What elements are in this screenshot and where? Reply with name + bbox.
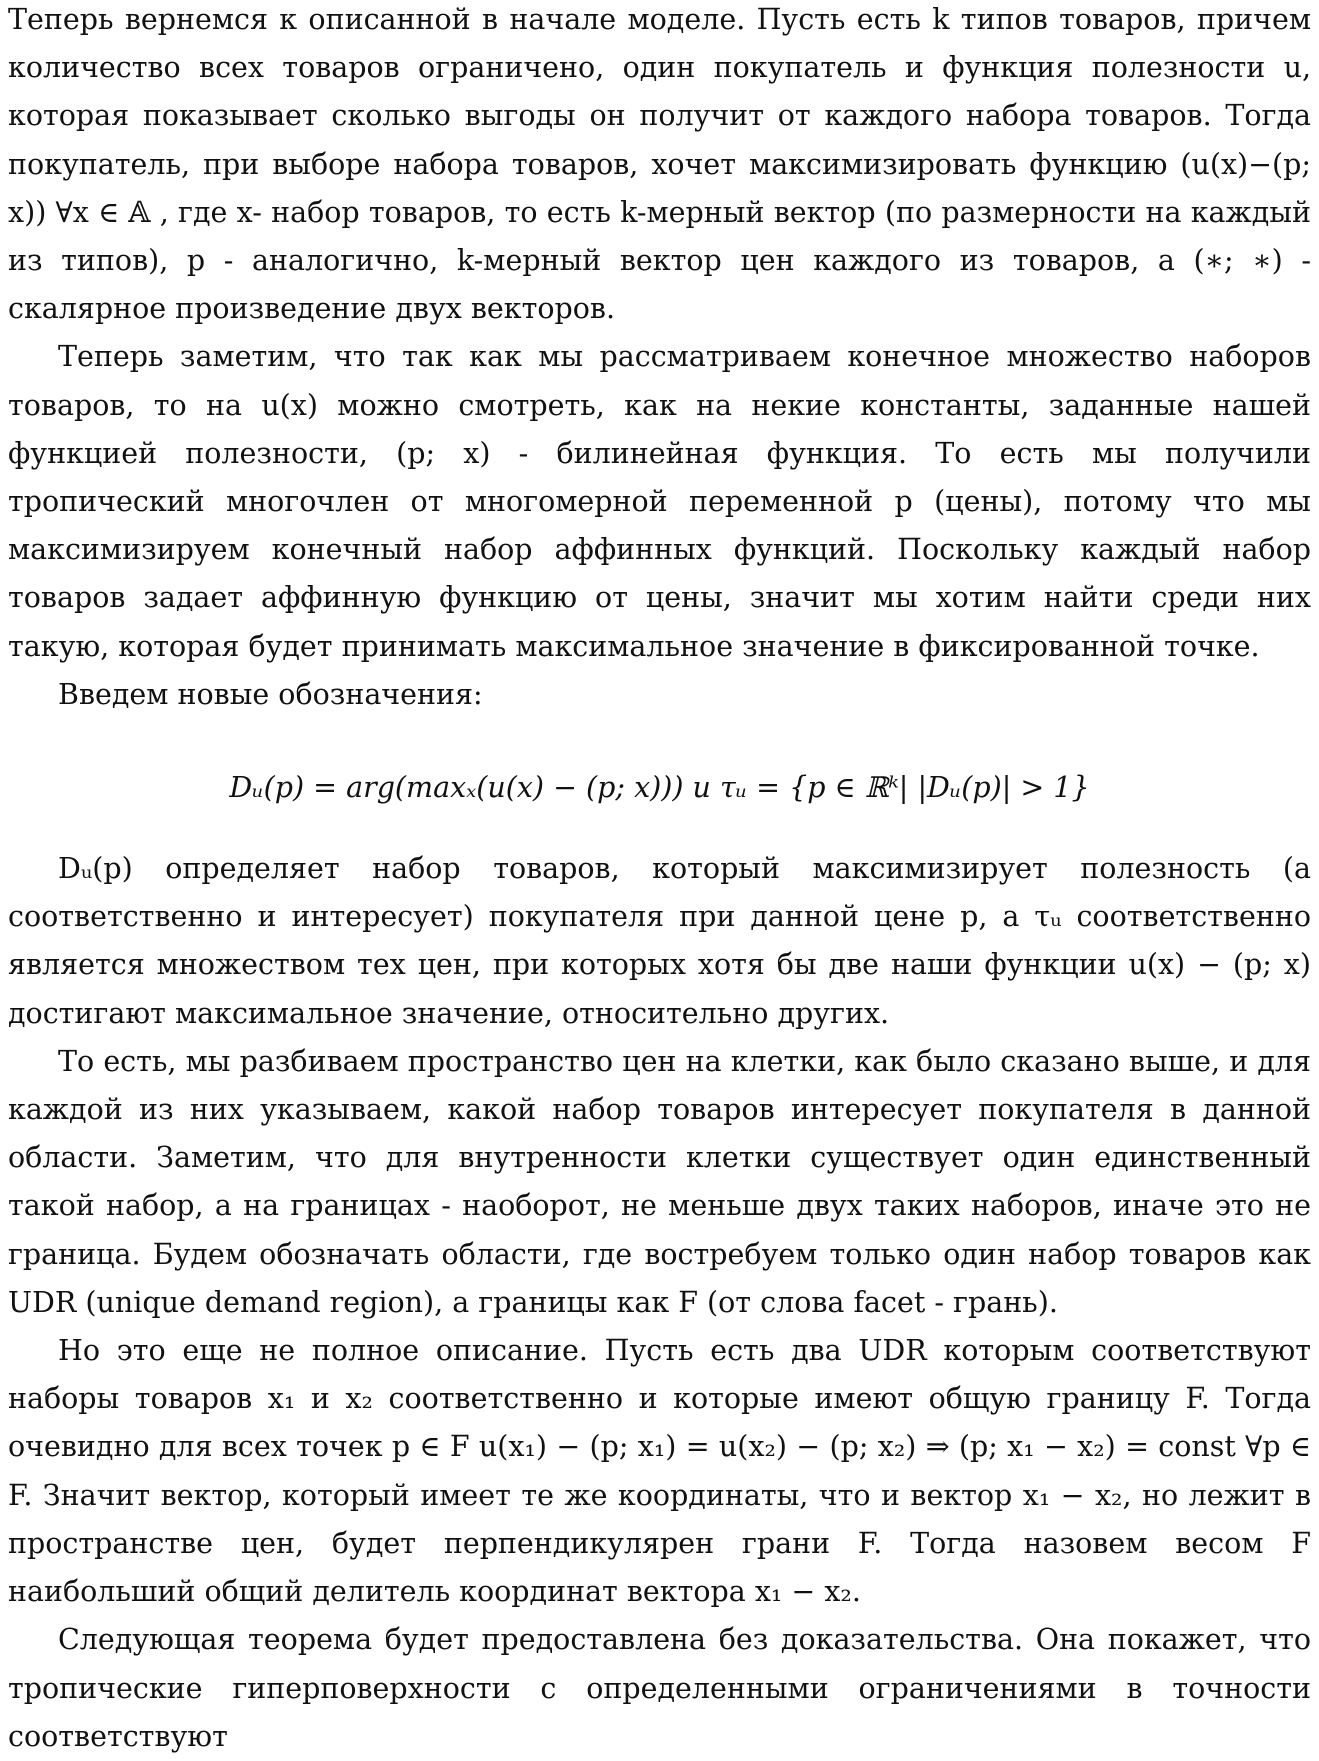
paragraph-model-description: Теперь вернемся к описанной в начале моделе. Пусть есть k типов товаров, причем количество всех товаров ограничено, один покупатель и функция полезности u, которая показывает сколько выгоды он получит от каждого набора товаров. Тогда покупатель, при выборе набора товаров, хочет максимизировать функцию (u(x)−(p; x)) ∀x ∈ 𝔸 , где x- набор товаров, то есть k-мерный вектор (по размерности на каждый из типов), p - аналогично, k-мерный вектор цен каждого из товаров, а (∗; ∗) - скалярное произведение двух векторов. bbox=[8, 3, 1311, 326]
paragraph-du-definition: Dᵤ(p) определяет набор товаров, который максимизирует полезность (а соответственно и интересует) покупателя при данной цене p, а τᵤ соответственно является множеством тех цен, при которых хотя бы две наши функции u(x) − (p; x) достигают максимальное значение, относительно других. bbox=[8, 852, 1311, 1030]
paragraph-new-notation: Введем новые обозначения: bbox=[58, 677, 483, 711]
paragraph-next-theorem: Следующая теорема будет предоставлена без доказательства. Она покажет, что тропические гиперповерхности с определенными ограничениями в точности соответствуют bbox=[8, 1623, 1311, 1753]
paragraph-facet-weight: Но это еще не полное описание. Пусть есть два UDR которым соответствуют наборы товаров x₁ и x₂ соответственно и которые имеют общую границу F. Тогда очевидно для всех точек p ∈ F u(x₁) − (p; x₁) = u(x₂) − (p; x₂) ⇒ (p; x₁ − x₂) = const ∀p ∈ F. Значит вектор, который имеет те же координаты, что и вектор x₁ − x₂, но лежит в пространстве цен, будет перпендикулярен грани F. Тогда назовем весом F наибольший общий делитель координат вектора x₁ − x₂. bbox=[8, 1334, 1311, 1609]
paragraph-tropical-polynomial: Теперь заметим, что так как мы рассматриваем конечное множество наборов товаров, то на u(x) можно смотреть, как на некие константы, заданные нашей функцией полезности, (p; x) - билинейная функция. То есть мы получили тропический многочлен от многомерной переменной p (цены), потому что мы максимизируем конечный набор аффинных функций. Поскольку каждый набор товаров задает аффинную функцию от цены, значит мы хотим найти среди них такую, которая будет принимать максимальное значение в фиксированной точке. bbox=[8, 340, 1311, 663]
paragraph-price-cells: То есть, мы разбиваем пространство цен на клетки, как было сказано выше, и для каждой из них указываем, какой набор товаров интересует покупателя в данной области. Заметим, что для внутренности клетки существует один единственный такой набор, а на границах - наоборот, не меньше двух таких наборов, иначе это не граница. Будем обозначать области, где востребуем только один набор товаров как UDR (unique demand region), а границы как F (от слова facet - грань). bbox=[8, 1044, 1311, 1319]
display-formula: Dᵤ(p) = arg(maxₓ(u(x) − (p; x))) и τᵤ = {p ∈ ℝᵏ| |Dᵤ(p)| > 1} bbox=[229, 771, 1090, 805]
